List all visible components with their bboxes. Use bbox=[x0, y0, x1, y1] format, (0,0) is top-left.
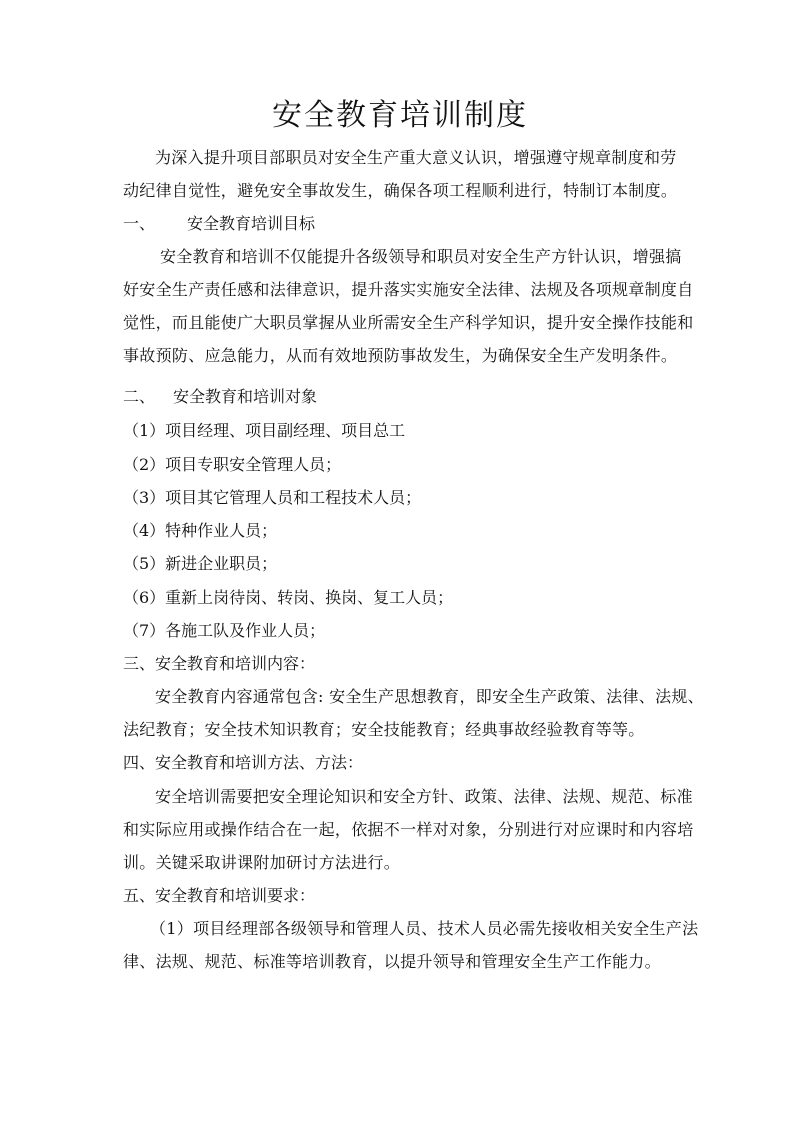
section-5-heading: 五、安全教育和培训要求： bbox=[123, 886, 316, 905]
list-item: （7）各施工队及作业人员； bbox=[123, 621, 326, 640]
intro-line-1: 为深入提升项目部职员对安全生产重大意义认识，增强遵守规章制度和劳 bbox=[155, 148, 677, 167]
section-1-line-2: 好安全生产责任感和法律意识，提升落实实施安全法律、法规及各项规章制度自 bbox=[123, 280, 694, 299]
section-3-line-2: 法纪教育；安全技术知识教育；安全技能教育；经典事故经验教育等等。 bbox=[123, 720, 645, 739]
document-title: 安全教育培训制度 bbox=[272, 98, 528, 133]
section-4-line-1: 安全培训需要把安全理论知识和安全方针、政策、法律、法规、规范、标准 bbox=[155, 787, 693, 806]
section-4-heading: 四、安全教育和培训方法、方法： bbox=[123, 753, 364, 772]
section-3-heading: 三、安全教育和培训内容： bbox=[123, 654, 316, 673]
list-item: （1）项目经理、项目副经理、项目总工 bbox=[123, 421, 406, 440]
section-1-line-4: 事故预防、应急能力，从而有效地预防事故发生，为确保安全生产发明条件。 bbox=[123, 346, 678, 365]
section-5-line-2: 律、法规、规范、标准等培训教育，以提升领导和管理安全生产工作能力。 bbox=[123, 952, 661, 971]
section-1-line-3: 觉性，而且能使广大职员掌握从业所需安全生产科学知识，提升安全操作技能和 bbox=[123, 313, 694, 332]
intro-line-2: 动纪律自觉性，避免安全事故发生，确保各项工程顺利进行，特制订本制度。 bbox=[123, 181, 678, 200]
section-1-number: 一、 bbox=[123, 214, 156, 233]
section-2-heading bbox=[123, 386, 317, 408]
section-5-line-1: （1）项目经理部各级领导和管理人员、技术人员必需先接收相关安全生产法 bbox=[150, 919, 699, 938]
section-2-number: 二、 bbox=[123, 387, 156, 406]
section-1-title: 安全教育培训目标 bbox=[187, 214, 316, 233]
list-item: （6）重新上岗待岗、转岗、换岗、复工人员； bbox=[123, 588, 454, 607]
list-item: （2）项目专职安全管理人员； bbox=[123, 455, 342, 474]
section-1-line-1: 安全教育和培训不仅能提升各级领导和职员对安全生产方针认识，增强搞 bbox=[160, 247, 682, 266]
section-4-line-3: 训。关键采取讲课附加研讨方法进行。 bbox=[123, 853, 401, 872]
list-item: （4）特种作业人员； bbox=[123, 521, 278, 540]
section-4-line-2: 和实际应用或操作结合在一起，依据不一样对对象，分别进行对应课时和内容培 bbox=[123, 820, 694, 839]
section-3-line-1: 安全教育内容通常包含: 安全生产思想教育，即安全生产政策、法律、法规、 bbox=[155, 687, 704, 706]
list-item: （5）新进企业职员； bbox=[123, 554, 278, 573]
list-item: （3）项目其它管理人员和工程技术人员； bbox=[123, 488, 422, 507]
section-1-heading bbox=[123, 213, 315, 235]
section-2-title: 安全教育和培训对象 bbox=[173, 387, 318, 406]
